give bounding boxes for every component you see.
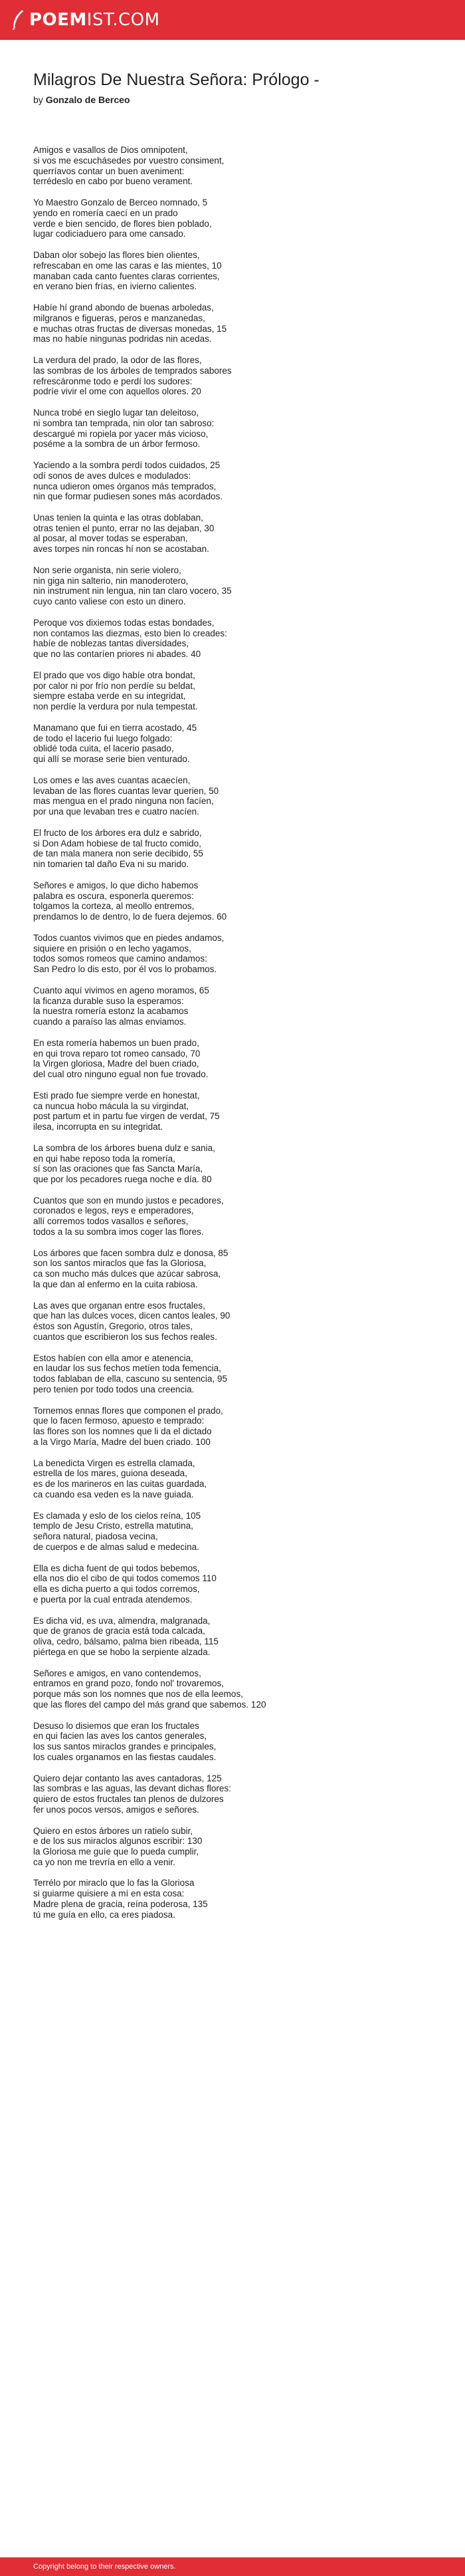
stanza xyxy=(33,1091,432,1132)
poem-line: oliva, cedro, bálsamo, palma bien ribeada, 115 xyxy=(33,1636,219,1647)
poem-line: ella es dicha puerto a qui todos corremos, xyxy=(33,1584,200,1595)
copyright-text: Copyright belong to their respective owners. xyxy=(33,2563,176,2571)
poem-line: de tan mala manera non serie decibido, 55 xyxy=(33,848,203,859)
poem-line: San Pedro lo dis esto, por él vos lo probamos. xyxy=(33,964,217,975)
poem-line: qui allí se morase serie bien venturado. xyxy=(33,754,190,765)
poem-line: en laudar los sus fechos metíen toda femencia, xyxy=(33,1363,221,1374)
poem-line: a la Virgo María, Madre del buen criado. 100 xyxy=(33,1437,211,1448)
poem-line: la Virgen gloriosa, Madre del buen criado, xyxy=(33,1059,199,1069)
poem-line: e puerta por la cual entrada atendemos. xyxy=(33,1594,193,1605)
poem-line: Yo Maestro Gonzalo de Berceo nomnado, 5 xyxy=(33,197,208,207)
poem-line: Es dicha vid, es uva, almendra, malgranada, xyxy=(33,1615,211,1626)
poem-line: de cuerpos e de almas salud e medecina. xyxy=(33,1541,199,1552)
poem-line: éstos son Agustín, Gregorio, otros tales, xyxy=(33,1321,193,1332)
logo-strong: POEM xyxy=(29,10,87,30)
poem-line: en qui trova reparo tot romeo cansado, 70 xyxy=(33,1048,201,1059)
poem-line: querríavos contar un buen aveniment: xyxy=(33,166,185,176)
poem-line: Señores e amigos, lo que dicho habemos xyxy=(33,880,199,890)
poem-content xyxy=(33,68,432,1930)
poem-line: cuyo canto valiese con esto un dinero. xyxy=(33,596,186,607)
stanza xyxy=(33,355,432,397)
poem-line: Quiero dejar contanto las aves cantadoras, 125 xyxy=(33,1773,222,1783)
poem-line: la nuestra romería estonz la acabamos xyxy=(33,1006,189,1017)
poem-line: siquiere en prisión o en lecho yagamos, xyxy=(33,943,191,954)
poem-line: La sombra de los árbores buena dulz e sania, xyxy=(33,1142,215,1153)
poem-line: todos a la su sombra imos coger las flores. xyxy=(33,1227,204,1237)
stanza xyxy=(33,723,432,765)
poem-line: porque más son los nomnes que nos de ella leemos, xyxy=(33,1689,243,1700)
poem-line: aves torpes nin roncas hí non se acostaban. xyxy=(33,544,209,555)
poem-line: Tornemos ennas flores que componen el prado, xyxy=(33,1405,223,1416)
poem-line: nin instrument nin lengua, nin tan claro vocero, 35 xyxy=(33,586,232,596)
poem-line: Manamano que fui en tierra acostado, 45 xyxy=(33,722,197,733)
poem-line: fer unos pocos versos, amigos e señores. xyxy=(33,1804,199,1815)
stanza xyxy=(33,1668,432,1710)
poem-line: sí son las oraciones que fas Sancta María, xyxy=(33,1164,203,1174)
poem-line: non perdíe la verdura por nula tempestat. xyxy=(33,702,198,712)
author-link[interactable]: Gonzalo de Berceo xyxy=(45,94,130,105)
poem-line: al posar, al mover todas se esperaban, xyxy=(33,533,188,544)
poem-line: Unas tenien la quinta e las otras doblaban, xyxy=(33,512,203,523)
poem-line: son los santos miraclos que fas la Gloriosa, xyxy=(33,1258,207,1269)
poem-line: prendamos lo de dentro, lo de fuera dejemos. 60 xyxy=(33,912,227,922)
stanza xyxy=(33,1721,432,1763)
poem-line: allí corremos todos vasallos e señores, xyxy=(33,1216,189,1227)
logo-light: IST.COM xyxy=(86,10,160,30)
poem-line: Esti prado fue siempre verde en honestat, xyxy=(33,1090,200,1100)
poem-line: quiero de estos fructales tan plenos de dulzores xyxy=(33,1794,224,1805)
stanza xyxy=(33,775,432,817)
poem-line: manaban cada canto fuentes claras corrientes, xyxy=(33,271,220,281)
poem-line: Todos cuantos vivimos que en piedes andamos, xyxy=(33,932,225,943)
poem-line: ca nuncua hobo mácula la su virgindat, xyxy=(33,1100,189,1111)
poem-line: que por los pecadores ruega noche e día. 80 xyxy=(33,1174,212,1185)
poem-line: verde e bien sencido, de flores bien poblado, xyxy=(33,218,212,229)
poem-line: todos somos romeos que camino andamos: xyxy=(33,954,207,964)
poem-line: Es clamada y eslo de los cielos reína, 105 xyxy=(33,1510,201,1521)
poem-line: Ella es dicha fuent de qui todos bebemos, xyxy=(33,1563,200,1573)
poem-line: si Don Adam hobiese de tal fructo comido, xyxy=(33,838,201,848)
stanza xyxy=(33,145,432,187)
poem-line: descargué mi ropiela por yacer más vicioso, xyxy=(33,428,209,439)
poem-line: Estos habíen con ella amor e atenencia, xyxy=(33,1352,193,1363)
poem-line: otras tenien el punto, errar no las dejaban, 30 xyxy=(33,523,215,533)
poem-line: nin tomarien tal daño Eva ni su marido. xyxy=(33,859,189,870)
poem-line: Cuantos que son en mundo justos e pecadores, xyxy=(33,1195,224,1206)
poem-line: por calor ni por frío non perdíe su beldat, xyxy=(33,680,195,691)
stanza xyxy=(33,513,432,555)
stanza xyxy=(33,1196,432,1237)
stanza xyxy=(33,1878,432,1920)
poem-line: ilesa, incorrupta en su integridat. xyxy=(33,1122,163,1132)
poem-line: estrella de los mares, guiona deseada, xyxy=(33,1468,187,1479)
poem-line: lugar codiciaduero para ome cansado. xyxy=(33,229,186,239)
poem-line: siempre estaba verde en su integridat, xyxy=(33,691,186,702)
poem-line: piértega en que se hobo la serpiente alzada. xyxy=(33,1646,211,1657)
poem-line: mas no habíe ningunas podridas nin acedas. xyxy=(33,334,212,344)
poem-line: e de los sus miraclos algunos escribir: 130 xyxy=(33,1836,203,1847)
poem-line: palabra es oscura, esponerla queremos: xyxy=(33,890,194,901)
stanza xyxy=(33,1248,432,1290)
poem-line: ni sombra tan temprada, nin olor tan sabroso: xyxy=(33,418,215,428)
poem-line: los cuales organamos en las fiestas caudales. xyxy=(33,1751,217,1762)
poem-line: cuando a paraíso las almas enviamos. xyxy=(33,1017,187,1027)
site-footer xyxy=(0,2557,465,2576)
poem-line: tolgamos la corteza, al meollo entremos, xyxy=(33,901,195,912)
poem-line: Los omes e las aves cuantas acaecíen, xyxy=(33,775,191,785)
site-header xyxy=(0,0,465,40)
stanza xyxy=(33,1353,432,1395)
stanza xyxy=(33,1773,432,1815)
poem-line: nunca udieron omes órganos más temprados, xyxy=(33,481,217,491)
poem-line: En esta romería habemos un buen prado, xyxy=(33,1037,199,1048)
poem-line: oblidé toda cuita, el lacerio pasado, xyxy=(33,743,174,754)
poem-line: la que dan al enfermo en la cuita rabiosa. xyxy=(33,1279,198,1290)
poem-line: odí sonos de aves dulces e modulados: xyxy=(33,470,191,481)
stanza xyxy=(33,1038,432,1080)
poem-line: por una que levaban tres e cuatro nacíen. xyxy=(33,807,199,817)
poem-line: Cuanto aquí vivimos en ageno moramos, 65 xyxy=(33,985,209,995)
poem-line: entramos en grand pozo, fondo nol' trovaremos, xyxy=(33,1678,224,1689)
stanza xyxy=(33,1616,432,1658)
stanza xyxy=(33,1826,432,1868)
site-logo[interactable] xyxy=(11,0,160,40)
poem-line: nin giga nin salterio, nin manoderotero, xyxy=(33,575,189,586)
poem-line: levaban de las flores cuantas levar querien, 50 xyxy=(33,785,219,796)
poem-line: refrescáronme todo e perdí los sudores: xyxy=(33,376,193,386)
poem-line: la ficanza durable suso la esperamos: xyxy=(33,995,184,1006)
poem-line: podríe vivir el ome con aquellos olores. 20 xyxy=(33,386,201,397)
poem-line: las sombras e las aguas, las devant dichas flores: xyxy=(33,1783,231,1794)
poem-line: Nunca trobé en sieglo lugar tan deleitoso, xyxy=(33,407,199,418)
poem-line: El fructo de los árbores era dulz e sabrido, xyxy=(33,827,202,838)
stanza xyxy=(33,565,432,607)
poem-line: tú me guía en ello, ca eres piadosa. xyxy=(33,1909,175,1920)
byline xyxy=(33,93,432,106)
stanza xyxy=(33,933,432,975)
poem-line: Habíe hí grand abondo de buenas arboledas, xyxy=(33,302,214,313)
poem-line: yendo en romería caecí en un prado xyxy=(33,207,178,218)
poem-line: Las aves que organan entre esos fructales, xyxy=(33,1300,205,1311)
stanza xyxy=(33,1563,432,1605)
poem-line: Terrélo por miraclo que lo fas la Gloriosa xyxy=(33,1878,195,1888)
poem-line: ca cuando esa veden es la nave guiada. xyxy=(33,1489,194,1499)
poem-line: las sombras de los árboles de temprados sabores xyxy=(33,365,232,376)
poem-line: Non serie organista, nin serie violero, xyxy=(33,565,181,575)
stanza xyxy=(33,1301,432,1343)
stanza xyxy=(33,1511,432,1553)
poem-line: coronados e legos, reys e emperadores, xyxy=(33,1206,194,1216)
poem-line: terrédeslo en cabo por bueno verament. xyxy=(33,176,193,187)
poem-line: ca son mucho más dulces que azúcar sabrosa, xyxy=(33,1269,221,1279)
poem-line: Señores e amigos, en vano contendemos, xyxy=(33,1668,201,1678)
stanza xyxy=(33,460,432,502)
poem-line: si vos me escuchásedes por vuestro consiment, xyxy=(33,155,225,166)
poem-line: La verdura del prado, la odor de las flores, xyxy=(33,354,202,365)
poem-line: en verano bien frías, en ivierno calientes. xyxy=(33,281,197,292)
poem-line: Desuso lo disiemos que eran los fructales xyxy=(33,1720,199,1731)
by-label: by xyxy=(33,94,43,105)
poem-line: es de los marineros en las cuitas guardada, xyxy=(33,1479,207,1489)
poem-line: que lo facen fermoso, apuesto e temprado: xyxy=(33,1416,205,1426)
poem-line: non contamos las diezmas, esto bien lo creades: xyxy=(33,628,227,638)
poem-line: pero tenien por todo todos una creencia. xyxy=(33,1384,195,1395)
poem-line: Los árbores que facen sombra dulz e donosa, 85 xyxy=(33,1247,229,1258)
poem-line: que de granos de gracia está toda calcada, xyxy=(33,1626,205,1636)
poem-line: que no las contaríen priores ni abades. 40 xyxy=(33,649,201,660)
stanza xyxy=(33,985,432,1027)
poem-line: que las flores del campo del más grand que sabemos. 120 xyxy=(33,1699,266,1710)
poem-title: Milagros De Nuestra Señora: Prólogo - xyxy=(33,70,320,89)
poem-line: del cual otro ninguno egual non fue trovado. xyxy=(33,1069,209,1080)
poem-line: milgranos e figueras, peros e manzanedas, xyxy=(33,313,205,323)
poem-line: todos fablaban de ella, cascuno su sentencia, 95 xyxy=(33,1374,227,1384)
poem-line: ella nos dio el cibo de qui todos comemos 110 xyxy=(33,1573,217,1584)
poem-line: si guiarme quisiere a mí en esta cosa: xyxy=(33,1888,185,1899)
poem-line: nin que formar pudiesen sones más acordados. xyxy=(33,491,223,502)
poem-line: ca yo non me trevría en ello a venir. xyxy=(33,1857,175,1867)
poem-body xyxy=(33,145,432,1920)
poem-line: refrescaban en ome las caras e las mientes, 10 xyxy=(33,260,222,271)
poem-line: las flores son los nomnes que li da el dictado xyxy=(33,1426,212,1437)
quill-icon xyxy=(11,9,25,31)
stanza xyxy=(33,670,432,712)
stanza xyxy=(33,408,432,450)
poem-line: e muchas otras fructas de diversas monedas, 15 xyxy=(33,323,227,334)
poem-line: habíe de noblezas tantas diversidades, xyxy=(33,638,189,649)
stanza xyxy=(33,1458,432,1500)
stanza xyxy=(33,303,432,344)
poem-line: en qui facien las aves los cantos generales, xyxy=(33,1731,207,1741)
poem-line: en qui habe reposo toda la romería, xyxy=(33,1153,175,1164)
poem-line: los sus santos miraclos grandes e principales, xyxy=(33,1741,217,1752)
stanza xyxy=(33,618,432,660)
poem-line: Madre plena de gracia, reína poderosa, 135 xyxy=(33,1899,208,1910)
poem-line: que han las dulces voces, dicen cantos leales, 90 xyxy=(33,1311,231,1321)
stanza xyxy=(33,880,432,922)
poem-line: señora natural, piadosa vecina, xyxy=(33,1531,158,1542)
stanza xyxy=(33,1406,432,1448)
poem-line: poséme a la sombra de un árbor fermoso. xyxy=(33,439,201,450)
poem-line: post partum et in partu fue virgen de verdat, 75 xyxy=(33,1111,220,1122)
poem-line: Yaciendo a la sombra perdí todos cuidados, 25 xyxy=(33,459,221,470)
stanza xyxy=(33,828,432,870)
poem-line: Peroque vos dixiemos todas estas bondades, xyxy=(33,617,215,628)
poem-line: Amigos e vasallos de Dios omnipotent, xyxy=(33,145,188,155)
poem-line: la Gloriosa me guíe que lo pueda cumplir, xyxy=(33,1847,199,1857)
stanza xyxy=(33,1143,432,1185)
poem-line: El prado que vos digo habíe otra bondat, xyxy=(33,670,195,680)
stanza xyxy=(33,197,432,239)
poem-line: de todo el lacerio fui luego folgado: xyxy=(33,733,173,743)
poem-line: Daban olor sobejo las flores bien olientes, xyxy=(33,249,200,260)
poem-line: mas mengua en el prado ninguna non facíen, xyxy=(33,796,214,807)
logo-wordmark xyxy=(29,0,160,40)
poem-line: Quiero en estos árbores un ratielo subir, xyxy=(33,1825,193,1836)
poem-line: templo de Jesu Cristo, estrella matutina, xyxy=(33,1521,193,1531)
poem-line: La benedicta Virgen es estrella clamada, xyxy=(33,1458,195,1468)
stanza xyxy=(33,250,432,292)
poem-line: cuantos que escribieron los sus fechos reales. xyxy=(33,1332,217,1343)
